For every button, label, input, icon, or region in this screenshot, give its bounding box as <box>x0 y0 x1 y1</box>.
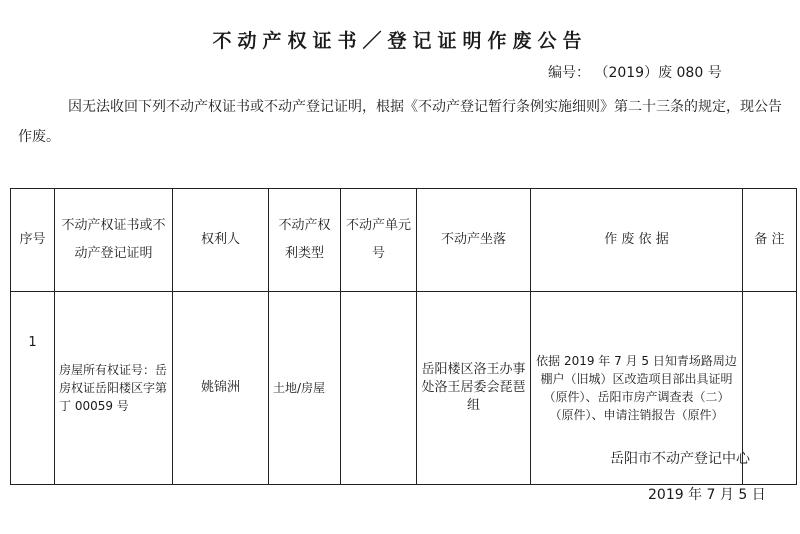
issuer-name: 岳阳市不动产登记中心 <box>610 451 750 467</box>
cell-basis: 依据 2019 年 7 月 5 日知青场路周边棚户（旧城）区改造项目部出具证明（原件）、岳阳市房产调查表（二）（原件）、申请注销报告（原件） <box>531 292 743 485</box>
header-location: 不动产坐落 <box>417 189 531 292</box>
document-number: 编号： （2019）废 080 号 <box>548 65 722 81</box>
header-basis: 作 废 依 据 <box>531 189 743 292</box>
header-remarks: 备 注 <box>743 189 797 292</box>
cell-holder: 姚锦洲 <box>173 292 269 485</box>
cell-unit-no <box>341 292 417 485</box>
void-notice-table <box>10 188 797 485</box>
header-right-type: 不动产权利类型 <box>269 189 341 292</box>
header-unit-no: 不动产单元号 <box>341 189 417 292</box>
header-seq: 序号 <box>11 189 55 292</box>
intro-paragraph: 因无法收回下列不动产权证书或不动产登记证明，根据《不动产登记暂行条例实施细则》第二十三条的规定，现公告作废。 <box>18 99 782 145</box>
cell-right-type: 土地/房屋 <box>269 292 341 485</box>
header-certificate: 不动产权证书或不动产登记证明 <box>55 189 173 292</box>
cell-remarks <box>743 292 797 485</box>
cell-certificate: 房屋所有权证号：岳房权证岳阳楼区字第丁 00059 号 <box>55 292 173 485</box>
page-title: 不动产权证书／登记证明作废公告 <box>212 30 588 52</box>
cell-seq: 1 <box>11 292 55 485</box>
table-header-row <box>11 189 797 292</box>
issue-date: 2019 年 7 月 5 日 <box>648 487 766 503</box>
header-holder: 权利人 <box>173 189 269 292</box>
cell-location: 岳阳楼区洛王办事处洛王居委会琵琶组 <box>417 292 531 485</box>
